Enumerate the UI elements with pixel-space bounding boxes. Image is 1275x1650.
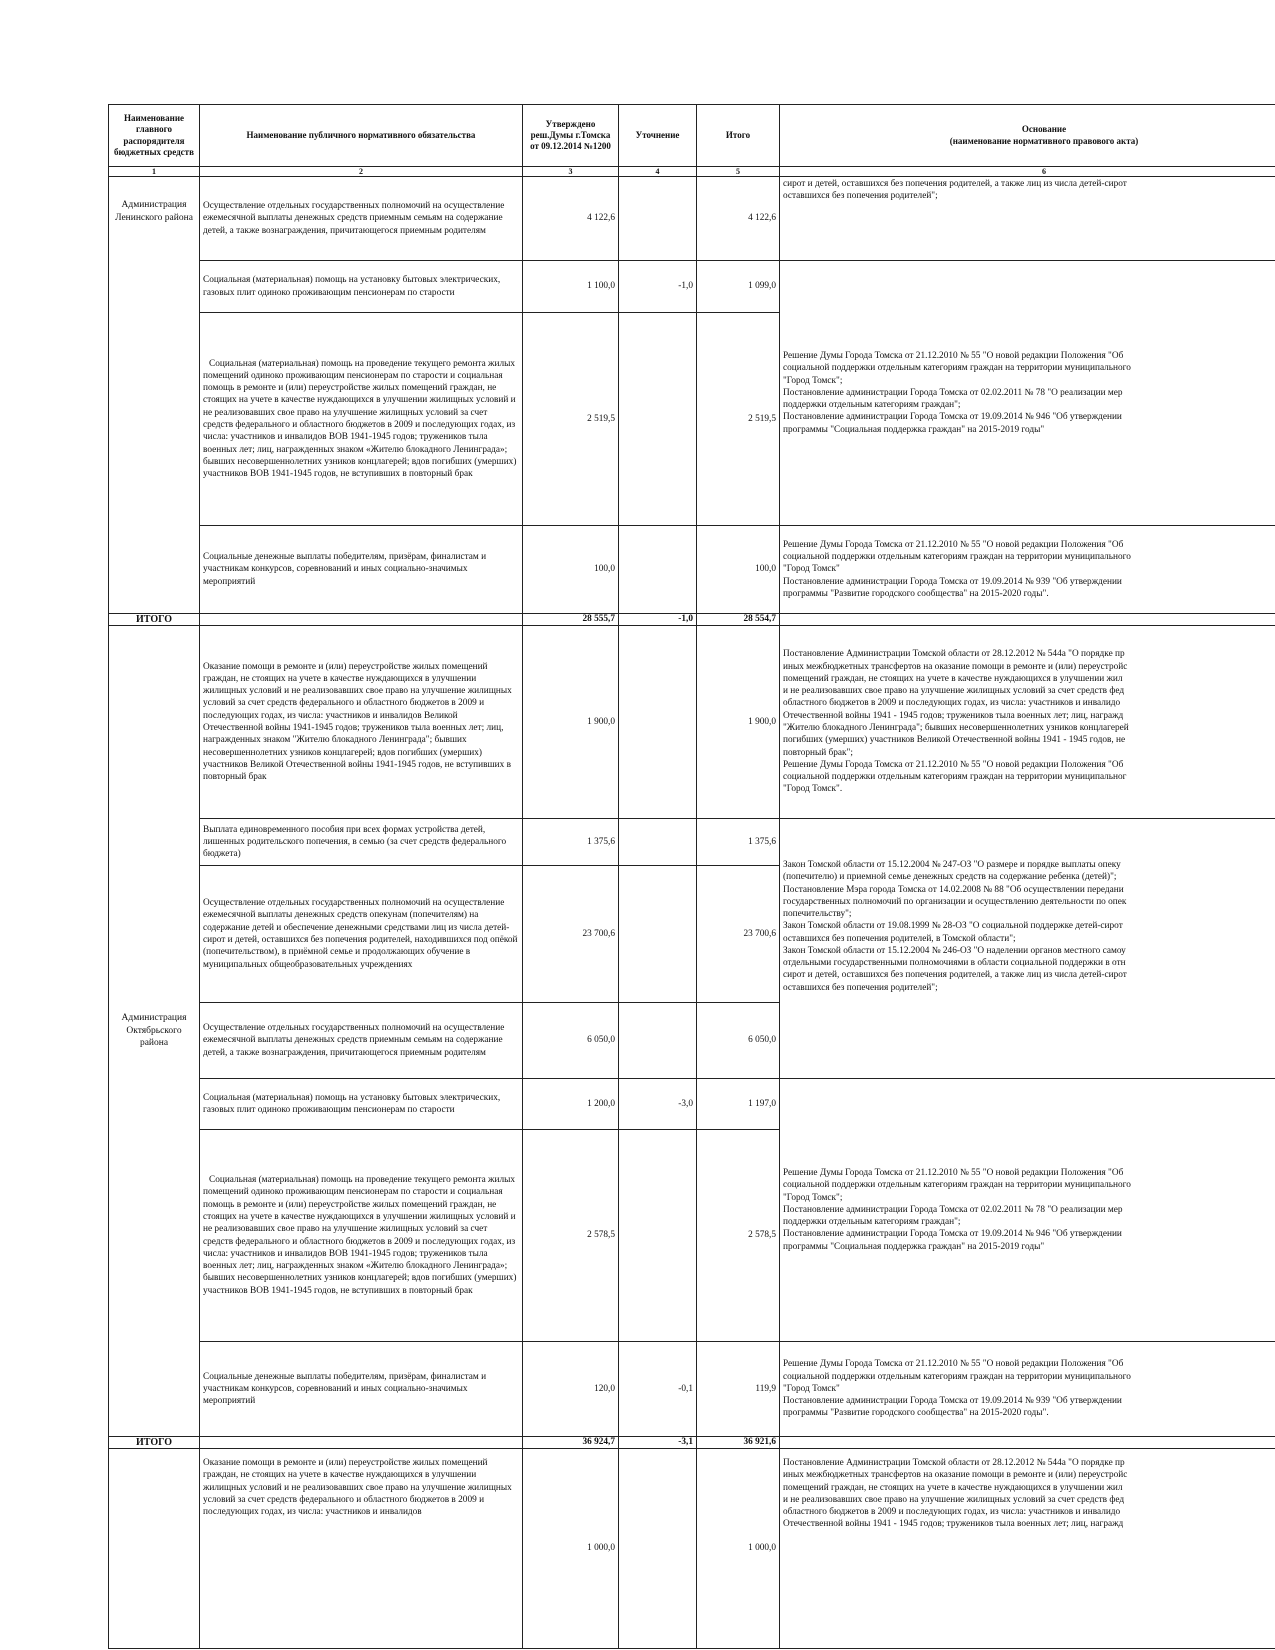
basis-line: Постановление администрации Города Томска от 19.09.2014 № 939 "Об утверждении [783, 1396, 1122, 1407]
basis-line: социальной поддержки отдельным категориям граждан на территории муниципального [783, 552, 1131, 563]
basis-line: социальной поддержки отдельным категориям граждан на территории муниципального [783, 1180, 1131, 1191]
obligation-name: Социальная (материальная) помощь на проведение текущего ремонта жилых помещений одиноко проживающим пенсионерам по старости и социальная помощь в ремонте и (или) переустройстве жилых помещений граждан, не стоящих на учете в качестве нуждающихся в улучшении жилищных условий и не реализовавших свое право на улучшение жилищных условий за счет средств федерального и областного бюджетов в 2009 и последующих годах, из числа: участников и инвалидов ВОВ 1941-1945 годов; тружеников тыла военных лет; лиц, награжденных знаком «Жителю блокадного Ленинграда»; бывших несовершеннолетних узников концлагерей; вдов погибших (умерших) участников ВОВ 1941-1945 годов, не вступивших в повторный брак [200, 313, 523, 526]
basis-line: Отечественной войны 1941 - 1945 годов; тружеников тыла военных лет; лиц, награжд [783, 1519, 1124, 1530]
table-row [109, 626, 1275, 819]
table-row [109, 1079, 1275, 1130]
basis-line: Отечественной войны 1941 - 1945 годов; тружеников тыла военных лет; лиц, награжд [783, 710, 1124, 721]
header-total: Итого [697, 105, 780, 167]
basis-line: Решение Думы Города Томска от 21.12.2010 № 55 "О новой редакции Положения "Об [783, 351, 1124, 362]
basis-line: Постановление администрации Города Томска от 19.09.2014 № 946 "Об утверждении [783, 1229, 1122, 1240]
approved-value: 1 900,0 [523, 626, 619, 819]
col-number: 5 [697, 167, 780, 177]
change-value: -1,0 [619, 261, 697, 313]
change-value [619, 819, 697, 866]
empty-cell [200, 1437, 523, 1449]
basis-line: Закон Томской области от 15.12.2004 № 246-ОЗ "О наделении органов местного самоу [783, 945, 1126, 956]
basis-line: социальной поддержки отдельным категориям граждан на территории муниципального [783, 1371, 1131, 1382]
table-row [109, 177, 1275, 261]
basis-text [780, 1342, 1275, 1437]
approved-value: 100,0 [523, 526, 619, 614]
total-value: 1 375,6 [697, 819, 780, 866]
total-value: 2 578,5 [697, 1130, 780, 1342]
basis-line: Закон Томской области от 19.08.1999 № 28-ОЗ "О социальной поддержке детей-сирот [783, 921, 1123, 932]
header-basis [780, 105, 1275, 167]
empty-cell [200, 614, 523, 626]
basis-line: Постановление Администрации Томской области от 28.12.2012 № 544а "О порядке пр [783, 1458, 1125, 1468]
basis-line: Постановление администрации Города Томска от 02.02.2011 № 78 "О реализации мер [783, 387, 1123, 398]
basis-text [780, 819, 1275, 1079]
basis-line: помещений граждан, не стоящих на учете в качестве нуждающихся в улучшении жил [783, 1482, 1123, 1493]
change-value [619, 626, 697, 819]
basis-line: попечительству"; [783, 909, 852, 920]
total-row [109, 1437, 1275, 1449]
obligation-name: Социальные денежные выплаты победителям, призёрам, финалистам и участникам конкурсов, соревнований и иных социально-значимых мероприятий [200, 526, 523, 614]
basis-line: "Жителю блокадного Ленинграда"; бывших несовершеннолетних узников концлагерей [783, 723, 1129, 733]
basis-line: социальной поддержки отдельным категориям граждан на территории муниципального [783, 363, 1131, 374]
total-label: ИТОГО [109, 614, 200, 626]
total-value: 6 050,0 [697, 1003, 780, 1079]
basis-text [780, 526, 1275, 614]
empty-cell [780, 1437, 1275, 1449]
header-admin: Наименование главного распорядителя бюджетных средств [109, 105, 200, 167]
change-value [619, 526, 697, 614]
basis-line: областного бюджетов в 2009 и последующих годах, из числа: участников и инвалидо [783, 1507, 1121, 1518]
total-value: 1 197,0 [697, 1079, 780, 1130]
basis-line: "Город Томск" [783, 564, 840, 575]
header-obligation: Наименование публичного нормативного обязательства [200, 105, 523, 167]
approved-value: 120,0 [523, 1342, 619, 1437]
obligation-name: Осуществление отдельных государственных полномочий на осуществление ежемесячной выплаты денежных средств опекунам (попечителям) на содержание детей и обеспечение денежными средствами лиц из числа детей-сирот и детей, оставшихся без попечения родителей, находившихся под опёкой (попечительством), в приёмной семье и продолжающих обучение в муниципальных общеобразовательных учреждениях [200, 866, 523, 1003]
total-value: 119,9 [697, 1342, 780, 1437]
total-value: 23 700,6 [697, 866, 780, 1003]
change-value [619, 1449, 697, 1649]
obligation-name: Социальная (материальная) помощь на проведение текущего ремонта жилых помещений одиноко проживающим пенсионерам по старости и социальная помощь в ремонте и (или) переустройстве жилых помещений граждан, не стоящих на учете в качестве нуждающихся в улучшении жилищных условий и не реализовавших свое право на улучшение жилищных условий за счет средств федерального и областного бюджетов в 2009 и последующих годах, из числа: участников и инвалидов ВОВ 1941-1945 годов; тружеников тыла военных лет; лиц, награжденных знаком «Жителю блокадного Ленинграда»; бывших несовершеннолетних узников концлагерей; вдов погибших (умерших) участников ВОВ 1941-1945 годов, не вступивших в повторный брак [200, 1130, 523, 1342]
basis-line: отдельными государственными полномочиями в области социальной поддержки в отн [783, 958, 1126, 969]
change-value: -3,0 [619, 1079, 697, 1130]
col-number: 6 [780, 167, 1275, 177]
basis-line: программы "Развитие городского сообщества" на 2015-2020 годы". [783, 1408, 1049, 1419]
obligation-name: Осуществление отдельных государственных полномочий на осуществление ежемесячной выплаты денежных средств приемным семьям на содержание детей, а также вознаграждения, причитающегося приемным родителям [200, 177, 523, 261]
basis-line: областного бюджетов в 2009 и последующих годах, из числа: участников и инвалидо [783, 698, 1121, 709]
col-number: 3 [523, 167, 619, 177]
basis-text [780, 177, 1275, 261]
basis-line: сирот и детей, оставшихся без попечения родителей, а также лиц из числа детей-сирот [783, 179, 1127, 189]
basis-text [780, 1079, 1275, 1342]
basis-line: и не реализовавших свое право на улучшение жилищных условий за счет средств фед [783, 1494, 1125, 1505]
basis-line: "Город Томск". [783, 784, 843, 795]
change-value: -0,1 [619, 1342, 697, 1437]
approved-value: 1 200,0 [523, 1079, 619, 1130]
basis-line: Закон Томской области от 15.12.2004 № 247-ОЗ "О размере и порядке выплаты опеку [783, 860, 1121, 870]
basis-line: Решение Думы Города Томска от 21.12.2010 № 55 "О новой редакции Положения "Об [783, 759, 1124, 770]
approved-value: 2 578,5 [523, 1130, 619, 1342]
obligation-name: Оказание помощи в ремонте и (или) переустройстве жилых помещений граждан, не стоящих на учете в качестве нуждающихся в улучшении жилищных условий и не реализовавших свое право на улучшение жилищных условий за счет средств федерального и областного бюджетов в 2009 и последующих годах, из числа: участников и инвалидов [200, 1449, 523, 1649]
total-row [109, 614, 1275, 626]
basis-line: сирот и детей, оставшихся без попечения родителей, а также лиц из числа детей-сирот [783, 970, 1127, 981]
basis-line: программы "Социальная поддержка граждан" на 2015-2019 годы" [783, 1241, 1045, 1252]
total-total: 28 554,7 [697, 614, 780, 626]
header-basis-subtitle: (наименование нормативного правового акта) [949, 135, 1139, 146]
basis-line: "Город Томск"; [783, 1192, 843, 1203]
basis-line: иных межбюджетных трансфертов на оказание помощи в ремонте и (или) переустройс [783, 1470, 1128, 1481]
obligation-name: Социальная (материальная) помощь на установку бытовых электрических, газовых плит одиноко проживающим пенсионерам по старости [200, 261, 523, 313]
obligation-name: Социальная (материальная) помощь на установку бытовых электрических, газовых плит одиноко проживающим пенсионерам по старости [200, 1079, 523, 1130]
header-basis-title: Основание [1021, 124, 1067, 135]
basis-line: и не реализовавших свое право на улучшение жилищных условий за счет средств фед [783, 686, 1125, 697]
admin-name: Администрация Октябрьского района [109, 626, 200, 1437]
total-change: -1,0 [619, 614, 697, 626]
header-change: Уточнение [619, 105, 697, 167]
approved-value: 1 375,6 [523, 819, 619, 866]
approved-value: 1 000,0 [523, 1449, 619, 1649]
approved-value: 2 519,5 [523, 313, 619, 526]
basis-line: социальной поддержки отдельным категориям граждан на территории муниципальног [783, 772, 1127, 783]
basis-line: Решение Думы Города Томска от 21.12.2010 № 55 "О новой редакции Положения "Об [783, 1168, 1124, 1179]
total-value: 4 122,6 [697, 177, 780, 261]
basis-text [780, 1449, 1275, 1649]
obligation-name: Выплата единовременного пособия при всех формах устройства детей, лишенных родительского попечения, в семью (за счет средств федерального бюджета) [200, 819, 523, 866]
approved-value: 4 122,6 [523, 177, 619, 261]
approved-value: 23 700,6 [523, 866, 619, 1003]
basis-line: оставшихся без попечения родителей"; [783, 982, 938, 993]
document-page [108, 104, 1275, 1650]
header-approved: Утверждено реш.Думы г.Томска от 09.12.2014 №1200 [523, 105, 619, 167]
total-value: 1 099,0 [697, 261, 780, 313]
column-number-row [109, 167, 1275, 177]
basis-text [780, 261, 1275, 526]
basis-line: Постановление Мэра города Томска от 14.02.2008 № 88 "Об осуществлении передани [783, 884, 1124, 895]
obligation-name: Оказание помощи в ремонте и (или) переустройстве жилых помещений граждан, не стоящих на учете в качестве нуждающихся в улучшении жилищных условий и не реализовавших свое право на улучшение жилищных условий за счет средств федерального и областного бюджетов в 2009 и последующих годах, из числа: участников и инвалидов Великой Отечественной войны 1941-1945 годов; тружеников тыла военных лет; лиц, награжденных знаком "Жителю блокадного Ленинграда"; бывших несовершеннолетних узников концлагерей; вдов погибших (умерших) участников Великой Отечественной войны 1941-1945 годов, не вступивших в повторный брак [200, 626, 523, 819]
basis-line: программы "Развитие городского сообщества" на 2015-2020 годы". [783, 588, 1049, 599]
obligations-table [108, 104, 1275, 1649]
basis-line: оставшихся без попечения родителей"; [783, 191, 938, 202]
basis-line: Постановление администрации Города Томска от 19.09.2014 № 939 "Об утверждении [783, 576, 1122, 587]
change-value [619, 1003, 697, 1079]
col-number: 4 [619, 167, 697, 177]
table-row [109, 261, 1275, 313]
total-label: ИТОГО [109, 1437, 200, 1449]
total-value: 2 519,5 [697, 313, 780, 526]
basis-line: Постановление администрации Города Томска от 02.02.2011 № 78 "О реализации мер [783, 1204, 1123, 1215]
total-approved: 36 924,7 [523, 1437, 619, 1449]
basis-line: "Город Томск"; [783, 375, 843, 386]
admin-name [109, 1449, 200, 1649]
header-row [109, 105, 1275, 167]
basis-text [780, 626, 1275, 819]
change-value [619, 313, 697, 526]
approved-value: 1 100,0 [523, 261, 619, 313]
change-value [619, 177, 697, 261]
total-change: -3,1 [619, 1437, 697, 1449]
empty-cell [780, 614, 1275, 626]
col-number: 1 [109, 167, 200, 177]
table-row [109, 1342, 1275, 1437]
total-value: 1 900,0 [697, 626, 780, 819]
basis-line: Постановление администрации Города Томска от 19.09.2014 № 946 "Об утверждении [783, 412, 1122, 423]
basis-line: (попечителю) и приемной семье денежных средств на содержание ребенка (детей)"; [783, 872, 1117, 883]
approved-value: 6 050,0 [523, 1003, 619, 1079]
total-total: 36 921,6 [697, 1437, 780, 1449]
total-value: 100,0 [697, 526, 780, 614]
change-value [619, 866, 697, 1003]
basis-line: поддержки отдельным категориям граждан"; [783, 400, 961, 411]
table-row [109, 526, 1275, 614]
change-value [619, 1130, 697, 1342]
basis-line: Постановление Администрации Томской области от 28.12.2012 № 544а "О порядке пр [783, 649, 1125, 660]
basis-line: Решение Думы Города Томска от 21.12.2010 № 55 "О новой редакции Положения "Об [783, 539, 1124, 550]
basis-line: помещений граждан, не стоящих на учете в качестве нуждающихся в улучшении жил [783, 673, 1123, 684]
basis-line: иных межбюджетных трансфертов на оказание помощи в ремонте и (или) переустройс [783, 661, 1128, 672]
basis-line: программы "Социальная поддержка граждан" на 2015-2019 годы" [783, 424, 1045, 435]
basis-line: повторный брак"; [783, 747, 853, 758]
basis-line: поддержки отдельным категориям граждан"; [783, 1217, 961, 1228]
admin-name: Администрация Ленинского района [109, 177, 200, 614]
basis-line: погибших (умерших) участников Великой Отечественной войны 1941 - 1945 годов, не [783, 735, 1126, 746]
basis-line: "Город Томск" [783, 1383, 840, 1394]
table-row [109, 1449, 1275, 1649]
total-approved: 28 555,7 [523, 614, 619, 626]
total-value: 1 000,0 [697, 1449, 780, 1649]
table-row [109, 819, 1275, 866]
obligation-name: Социальные денежные выплаты победителям, призёрам, финалистам и участникам конкурсов, соревнований и иных социально-значимых мероприятий [200, 1342, 523, 1437]
obligation-name: Осуществление отдельных государственных полномочий на осуществление ежемесячной выплаты денежных средств приемным семьям на содержание детей, а также вознаграждения, причитающегося приемным родителям [200, 1003, 523, 1079]
col-number: 2 [200, 167, 523, 177]
basis-line: Решение Думы Города Томска от 21.12.2010 № 55 "О новой редакции Положения "Об [783, 1359, 1124, 1370]
basis-line: оставшихся без попечения родителей, в Томской области"; [783, 933, 1016, 944]
basis-line: государственных полномочий по организации и осуществлению деятельности по опек [783, 896, 1127, 907]
